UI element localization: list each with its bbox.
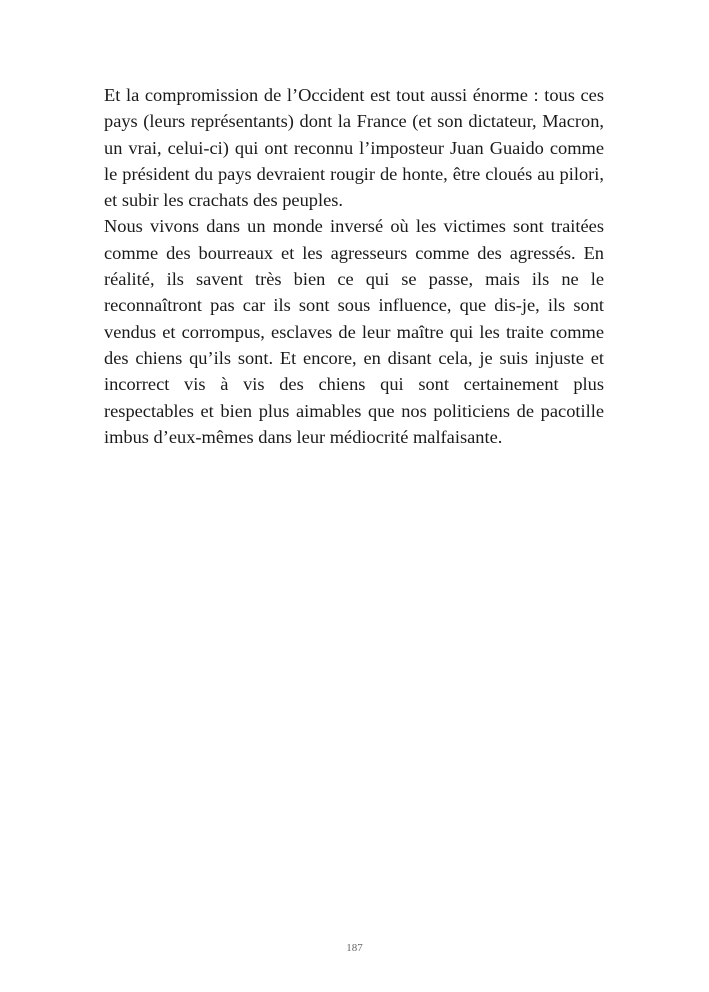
paragraph-1: Et la compromission de l’Occident est tout aussi énorme : tous ces pays (leurs représentants) dont la France (et son dictateur, Macron, un vrai, celui-ci) qui ont reconnu l’imposteur Juan Guaido comme le président du pays devraient rougir de honte, être cloués au pilori, et subir les crachats des peuples. [104, 85, 604, 211]
body-text [104, 82, 604, 450]
page-number: 187 [346, 942, 363, 954]
paragraph-2: Nous vivons dans un monde inversé où les victimes sont traitées comme des bourreaux et les agresseurs comme des agressés. En réalité, ils savent très bien ce qui se passe, mais ils ne le reconnaîtront pas car ils sont sous influence, que dis-je, ils sont vendus et corrompus, esclaves de leur maître qui les traite comme des chiens qu’ils sont. Et encore, en disant cela, je suis injuste et incorrect vis à vis des chiens qui sont certainement plus respectables et bien plus aimables que nos politiciens de pacotille imbus d’eux-mêmes dans leur médiocrité malfaisante. [104, 216, 604, 447]
